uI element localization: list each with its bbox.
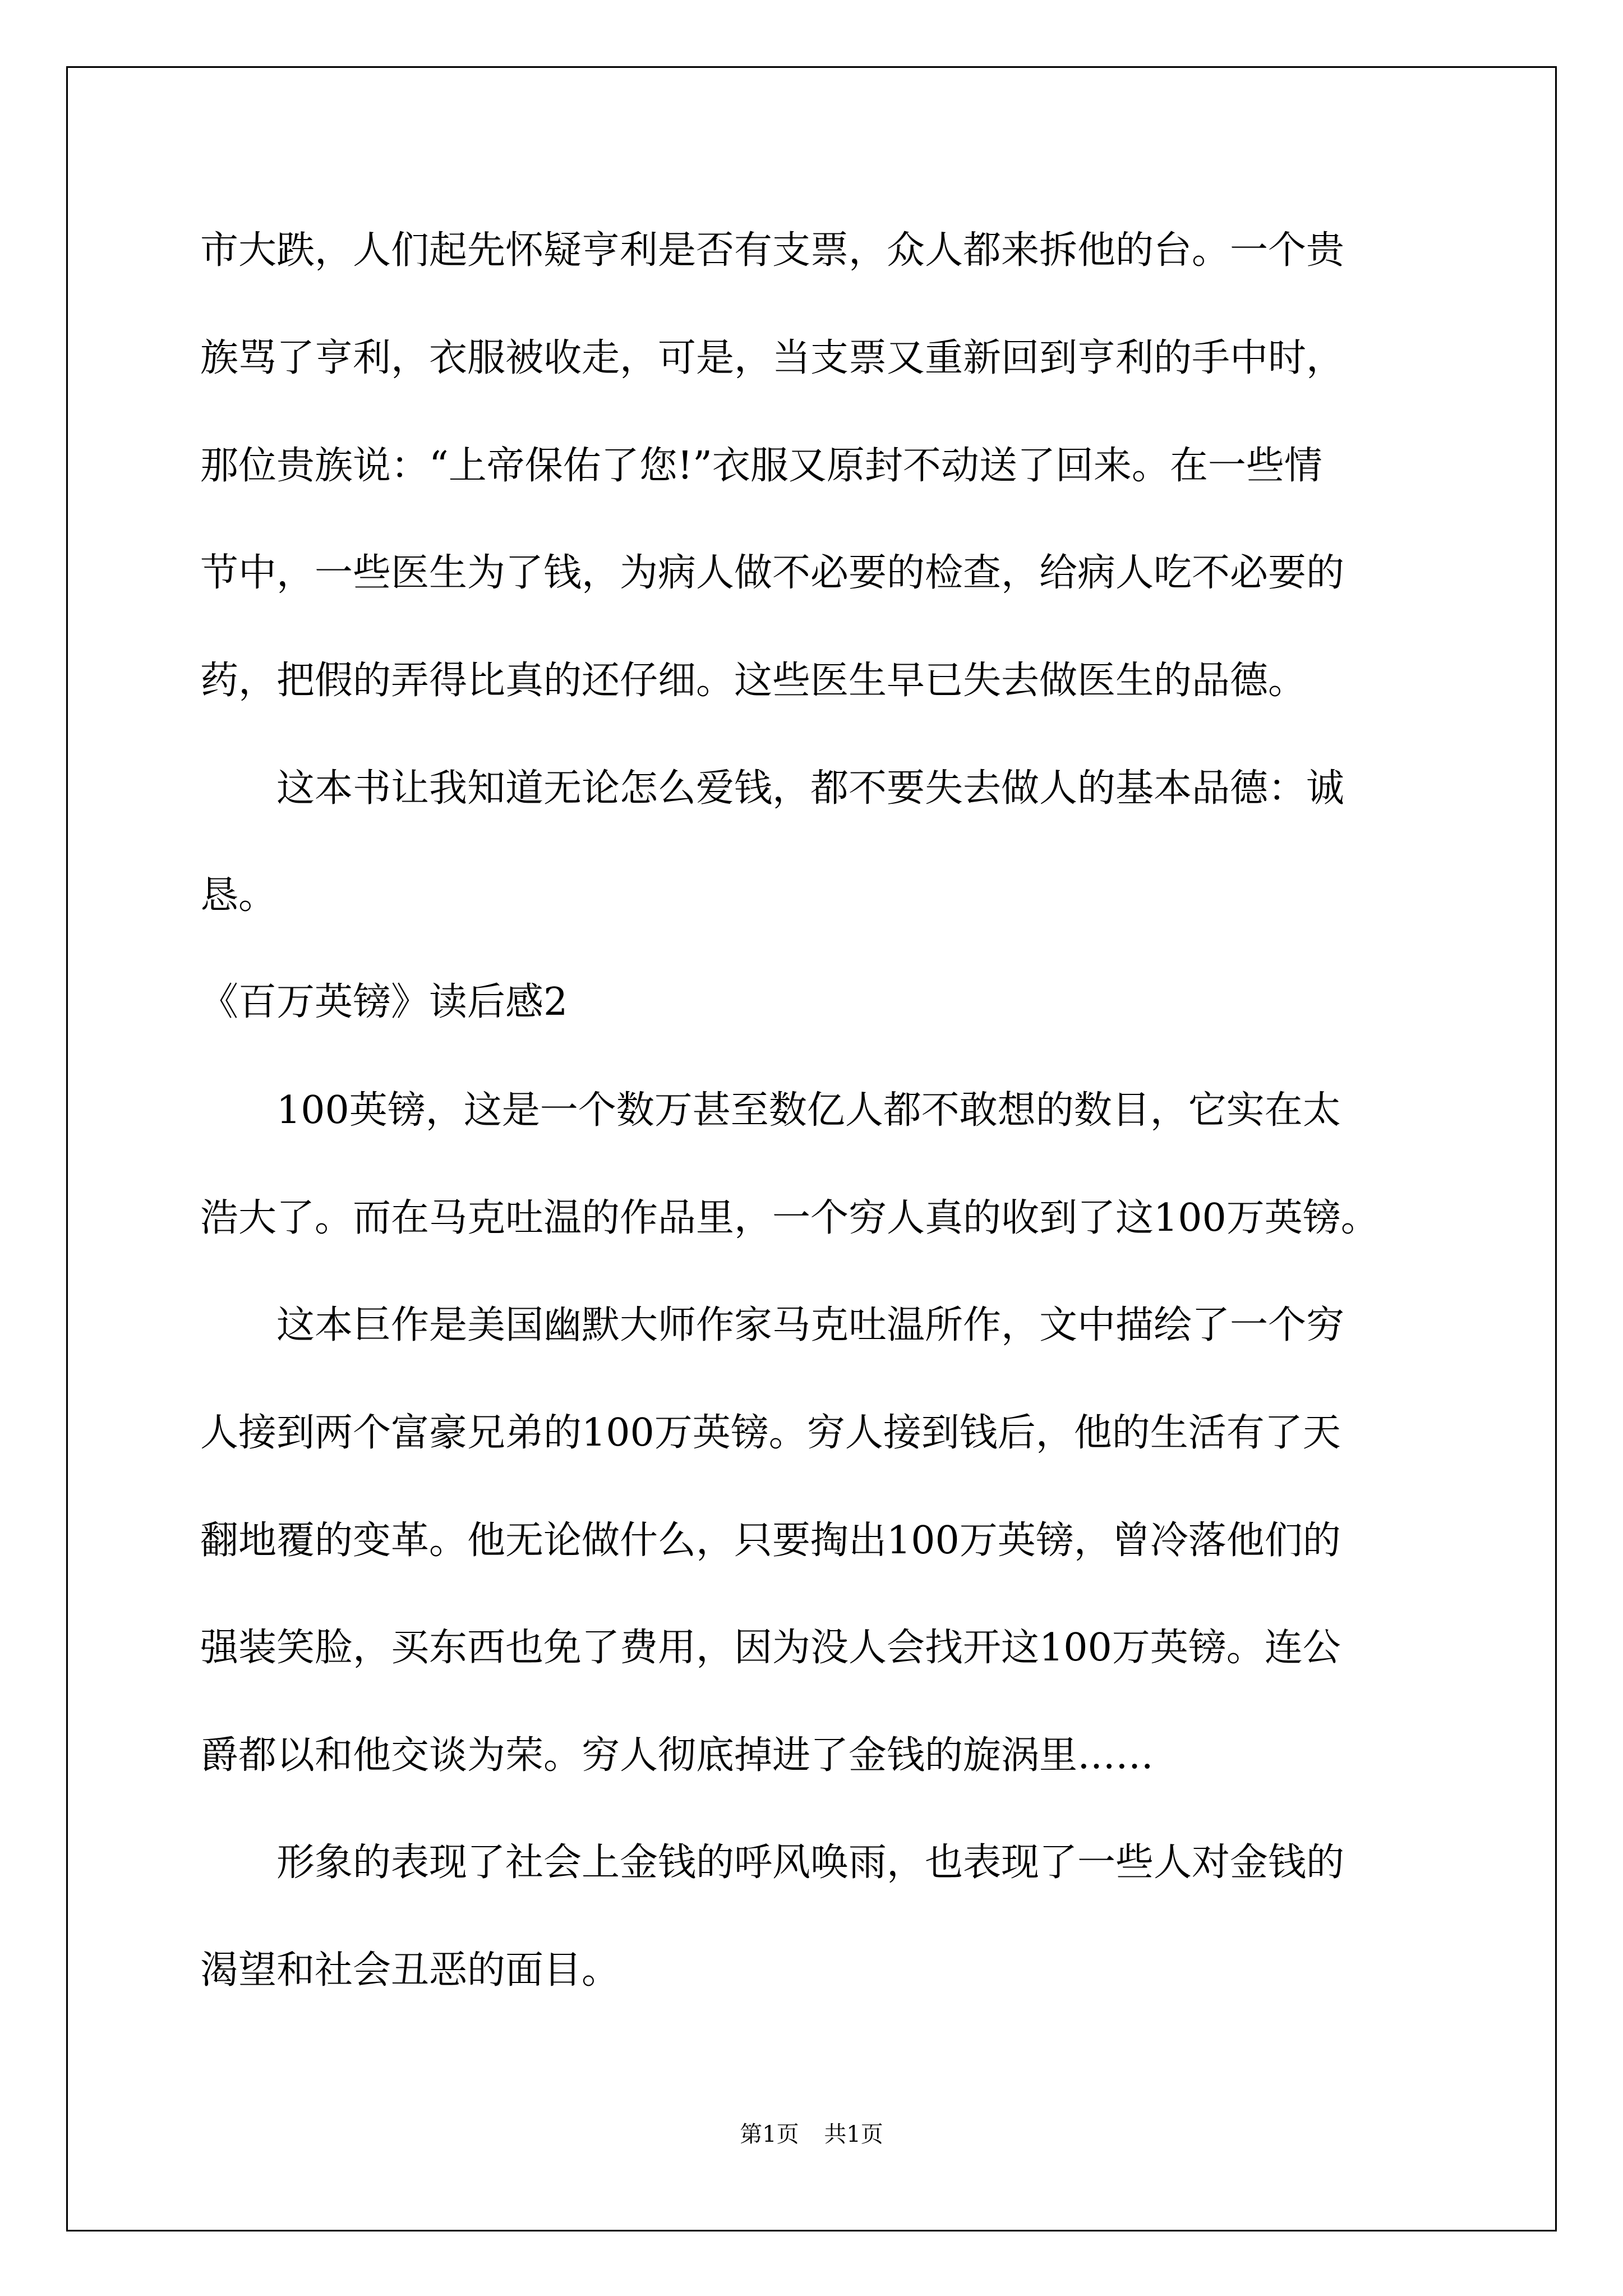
text-line: 那位贵族说：“上帝保佑了您!”衣服又原封不动送了回来。在一些情 — [200, 444, 1322, 488]
text-line: 浩大了。而在马克吐温的作品里，一个穷人真的收到了这100万英镑。 — [200, 1196, 1379, 1240]
page-number: 第1页 — [740, 2122, 799, 2147]
text-line: 节中，一些医生为了钱，为病人做不必要的检查，给病人吃不必要的 — [200, 551, 1345, 595]
text-line: 强装笑脸，买东西也免了费用，因为没人会找开这100万英镑。连公 — [200, 1626, 1341, 1670]
text-line: 100英镑，这是一个数万甚至数亿人都不敢想的数目，它实在太 — [200, 1088, 1341, 1133]
text-line: 药，把假的弄得比真的还仔细。这些医生早已失去做医生的品德。 — [200, 659, 1307, 703]
page-total: 共1页 — [824, 2122, 883, 2147]
text-line: 人接到两个富豪兄弟的100万英镑。穷人接到钱后，他的生活有了天 — [200, 1411, 1341, 1455]
text-line: 市大跌，人们起先怀疑亨利是否有支票，众人都来拆他的台。一个贵 — [200, 228, 1345, 273]
text-line: 这本书让我知道无论怎么爱钱，都不要失去做人的基本品德：诚 — [200, 766, 1345, 811]
text-line: 爵都以和他交谈为荣。穷人彻底掉进了金钱的旋涡里…… — [200, 1733, 1154, 1778]
text-line: 族骂了亨利，衣服被收走，可是，当支票又重新回到亨利的手中时， — [200, 336, 1345, 380]
page-border — [66, 66, 1557, 2231]
page-footer — [0, 2118, 1623, 2151]
text-line: 形象的表现了社会上金钱的呼风唤雨，也表现了一些人对金钱的 — [200, 1841, 1345, 1885]
text-line: 渴望和社会丑恶的面目。 — [200, 1948, 620, 1993]
section-heading: 《百万英镑》读后感2 — [200, 980, 568, 1024]
text-line: 恳。 — [200, 873, 277, 918]
text-line: 翻地覆的变革。他无论做什么，只要掏出100万英镑，曾冷落他们的 — [200, 1519, 1341, 1563]
text-line: 这本巨作是美国幽默大师作家马克吐温所作，文中描绘了一个穷 — [200, 1303, 1345, 1347]
